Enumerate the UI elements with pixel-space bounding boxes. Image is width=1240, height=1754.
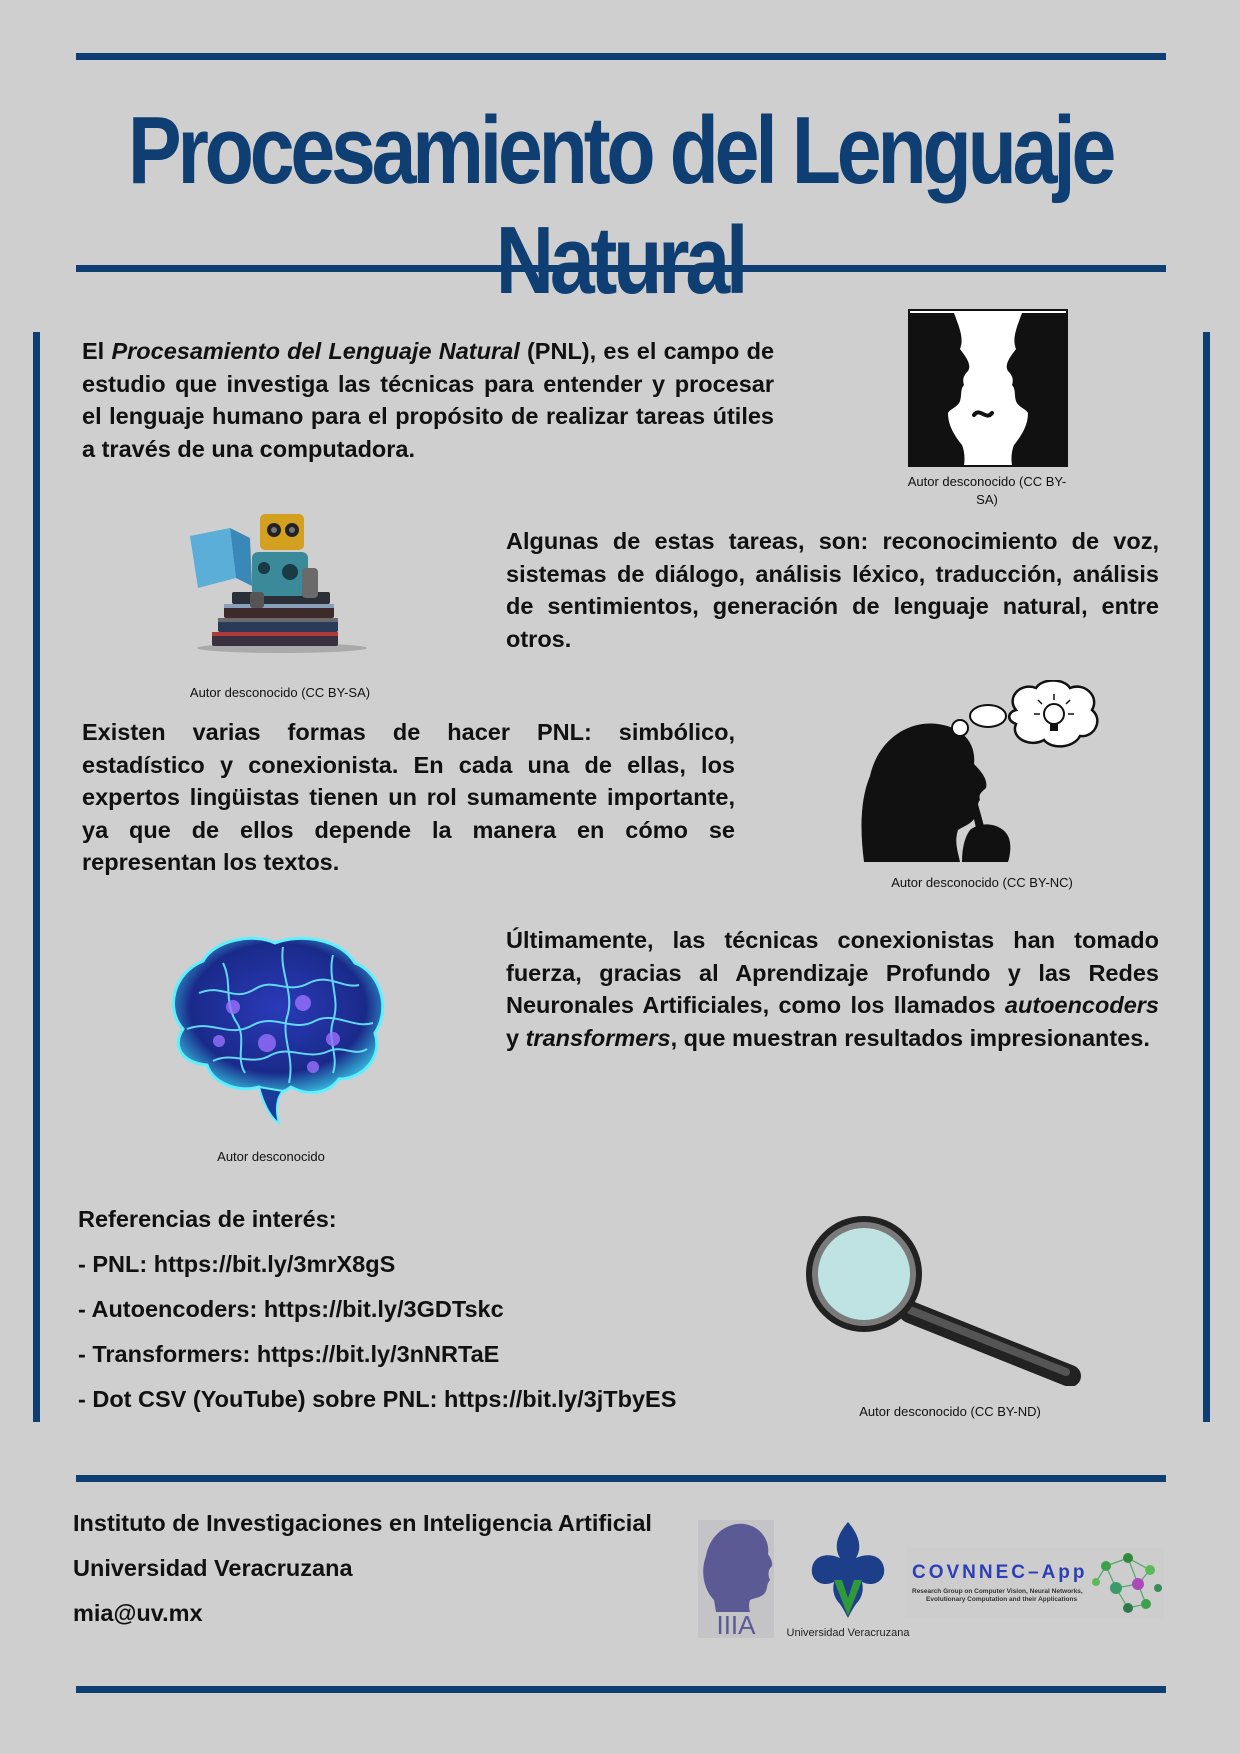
right-border bbox=[1203, 332, 1210, 1422]
uv-logo bbox=[778, 1518, 918, 1640]
top-rule bbox=[76, 53, 1166, 60]
approaches-paragraph: Existen varias formas de hacer PNL: simbólico, estadístico y conexionista. En cada una de ellas, los expertos lingüistas tienen un rol sumamente importante, ya que de ellos depende la manera en cómo se representan los textos. bbox=[82, 719, 735, 875]
robot-caption: Autor desconocido (CC BY-SA) bbox=[189, 685, 371, 700]
footer-contact bbox=[73, 1510, 652, 1645]
neural-brain-illustration bbox=[163, 933, 389, 1125]
bottom-rule bbox=[76, 1686, 1166, 1693]
recent-paragraph: Últimamente, las técnicas conexionistas han tomado fuerza, gracias al Aprendizaje Profundo y las Redes Neuronales Artificiales, como los llamados autoencoders y transformers, que muestran resultados impresionantes. bbox=[506, 927, 1159, 1051]
covnnec-logo-text: COVNNEC–App bbox=[912, 1562, 1088, 1583]
faces-caption: Autor desconocido (CC BY-SA) bbox=[907, 474, 1067, 507]
reference-pnl[interactable]: - PNL: https://bit.ly/3mrX8gS bbox=[78, 1251, 396, 1277]
reference-autoencoders[interactable]: - Autoencoders: https://bit.ly/3GDTskc bbox=[78, 1296, 504, 1322]
references-heading: Referencias de interés: bbox=[78, 1206, 337, 1232]
contact-email[interactable]: mia@uv.mx bbox=[73, 1600, 203, 1626]
university-name: Universidad Veracruzana bbox=[73, 1555, 353, 1581]
references-section bbox=[78, 1206, 676, 1431]
footer-top-rule bbox=[76, 1475, 1166, 1482]
reference-dotcsv[interactable]: - Dot CSV (YouTube) sobre PNL: https://bit.ly/3jTbyES bbox=[78, 1386, 677, 1412]
faces-illustration bbox=[908, 309, 1068, 467]
intro-paragraph: El Procesamiento del Lenguaje Natural (PNL), es el campo de estudio que investiga las técnicas para entender y procesar el lenguaje humano para el propósito de realizar tareas útiles a través de una computadora. bbox=[82, 338, 775, 462]
thinker-caption: Autor desconocido (CC BY-NC) bbox=[891, 875, 1073, 890]
magnifier-icon bbox=[798, 1216, 1088, 1386]
brain-caption: Autor desconocido bbox=[217, 1149, 325, 1164]
iiia-logo-text: IIIA bbox=[716, 1610, 756, 1638]
page-title: Procesamiento del Lenguaje Natural bbox=[127, 97, 1113, 314]
covnnec-subtitle-1: Research Group on Computer Vision, Neural Networks, bbox=[912, 1588, 1083, 1595]
thinking-person-illustration bbox=[858, 680, 1108, 862]
covnnec-subtitle-2: Evolutionary Computation and their Applications bbox=[926, 1596, 1078, 1603]
robot-reading-illustration bbox=[190, 508, 370, 653]
reference-transformers[interactable]: - Transformers: https://bit.ly/3nNRTaE bbox=[78, 1341, 500, 1367]
magnifier-caption: Autor desconocido (CC BY-ND) bbox=[859, 1404, 1041, 1419]
covnnec-logo bbox=[906, 1548, 1164, 1618]
tasks-paragraph: Algunas de estas tareas, son: reconocimiento de voz, sistemas de diálogo, análisis léxico, traducción, análisis de sentimientos, generación de lenguaje natural, entre otros. bbox=[506, 528, 1159, 652]
left-border bbox=[33, 332, 40, 1422]
institute-name: Instituto de Investigaciones en Inteligencia Artificial bbox=[73, 1510, 652, 1536]
iiia-logo bbox=[698, 1520, 774, 1638]
uv-logo-text: Universidad Veracruzana bbox=[786, 1627, 910, 1639]
